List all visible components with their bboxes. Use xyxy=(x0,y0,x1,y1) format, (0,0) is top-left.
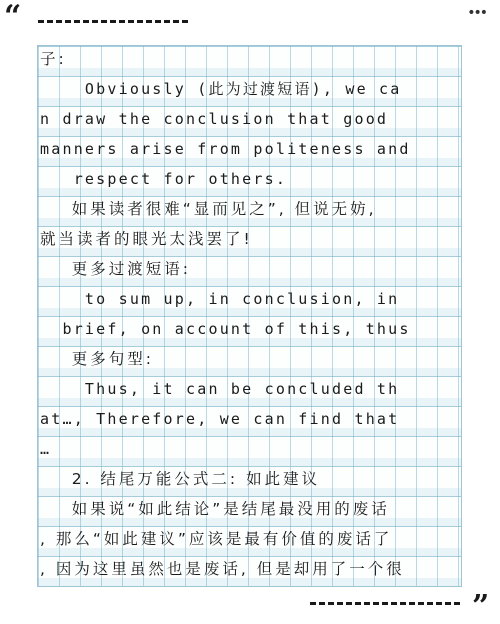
open-quote-icon: “ xyxy=(4,0,22,34)
text-line-content: … xyxy=(40,440,52,458)
text-line-content: Obviously (此为过渡短语), we ca xyxy=(40,80,402,98)
handwritten-text-block xyxy=(40,48,460,588)
text-line-content: 如果读者很难“显而见之”, 但说无妨, xyxy=(40,200,377,218)
text-line-7 xyxy=(40,228,460,258)
text-line-10 xyxy=(40,318,460,348)
bottom-dashed-divider xyxy=(310,602,460,605)
text-line-content: Thus, it can be concluded th xyxy=(40,380,400,398)
text-line-content: to sum up, in conclusion, in xyxy=(40,290,400,308)
text-line-2 xyxy=(40,78,460,108)
text-line-18 xyxy=(40,558,460,588)
text-line-5 xyxy=(40,168,460,198)
text-line-content: , 因为这里虽然也是废话, 但是却用了一个很 xyxy=(40,560,405,578)
text-line-16 xyxy=(40,498,460,528)
text-line-15 xyxy=(40,468,460,498)
text-line-6 xyxy=(40,198,460,228)
text-line-8 xyxy=(40,258,460,288)
text-line-13 xyxy=(40,408,460,438)
text-line-content: 更多过渡短语: xyxy=(40,260,191,278)
text-line-content: manners arise from politeness and xyxy=(40,140,411,158)
more-options-icon[interactable]: ••• xyxy=(467,5,486,21)
text-line-content: n draw the conclusion that good xyxy=(40,110,389,128)
text-line-17 xyxy=(40,528,460,558)
text-line-content: 更多句型: xyxy=(40,350,154,368)
text-line-1 xyxy=(40,48,460,78)
text-line-4 xyxy=(40,138,460,168)
text-line-12 xyxy=(40,378,460,408)
text-line-content: 子: xyxy=(40,50,67,68)
close-quote-icon: ” xyxy=(472,589,490,624)
text-line-content: , 那么“如此建议”应该是最有价值的废话了 xyxy=(40,530,393,548)
text-line-content: brief, on account of this, thus xyxy=(40,320,411,338)
text-line-9 xyxy=(40,288,460,318)
text-line-content: at…, Therefore, we can find that xyxy=(40,410,400,428)
text-line-content: respect for others. xyxy=(40,170,288,188)
text-line-content: 如果说“如此结论”是结尾最没用的废话 xyxy=(40,500,390,518)
text-line-11 xyxy=(40,348,460,378)
text-line-3 xyxy=(40,108,460,138)
text-line-14 xyxy=(40,438,460,468)
top-dashed-divider xyxy=(38,20,188,23)
text-line-content: 就当读者的眼光太浅罢了! xyxy=(40,230,253,248)
text-line-content: 2. 结尾万能公式二: 如此建议 xyxy=(40,470,321,488)
